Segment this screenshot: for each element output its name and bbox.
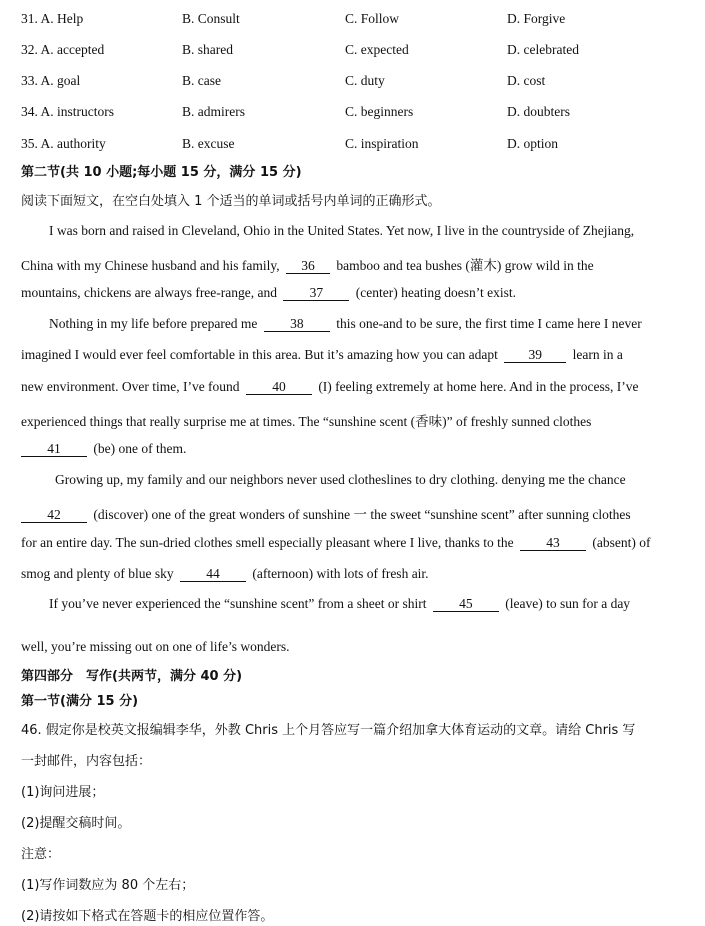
- question-46-prompt-cont: 一封邮件，内容包括：: [21, 754, 152, 769]
- passage-line: well, you’re missing out on one of life’s wonders.: [21, 639, 290, 654]
- part4-subheading: 第一节(满分 15 分): [21, 694, 139, 709]
- passage-line: [21, 379, 638, 395]
- question-32-options: [21, 42, 691, 62]
- blank-42: 42: [21, 508, 87, 523]
- option-c: C. inspiration: [345, 136, 419, 151]
- note-point-2: (2)请按如下格式在答题卡的相应位置作答。: [21, 909, 274, 924]
- passage-line: [21, 535, 650, 551]
- option-a: 35. A. authority: [21, 136, 106, 151]
- passage-text: Nothing in my life before prepared me: [49, 316, 258, 331]
- section2-heading: 第二节(共 10 小题;每小题 15 分，满分 15 分): [21, 165, 302, 180]
- blank-41: 41: [21, 442, 87, 457]
- part4-heading: 第四部分 写作(共两节，满分 40 分): [21, 669, 243, 684]
- option-c: C. duty: [345, 73, 385, 88]
- passage-text: If you’ve never experienced the “sunshine scent” from a sheet or shirt: [49, 596, 427, 611]
- option-d: D. celebrated: [507, 42, 579, 57]
- passage-line: [49, 596, 630, 612]
- passage-line: [21, 347, 623, 363]
- option-c: C. beginners: [345, 104, 414, 119]
- passage-text: (afternoon) with lots of fresh air.: [252, 566, 429, 581]
- passage-line: experienced things that really surprise me at times. The “sunshine scent (香味)” of freshly sunned clothes: [21, 414, 592, 429]
- passage-text: (discover) one of the great wonders of sunshine 一 the sweet “sunshine scent” after sunning clothes: [93, 507, 631, 522]
- passage-text: bamboo and tea bushes (灌木) grow wild in the: [336, 258, 594, 273]
- question-34-options: [21, 104, 691, 124]
- section2-instruction: 阅读下面短文，在空白处填入 1 个适当的单词或括号内单词的正确形式。: [21, 194, 441, 209]
- option-d: D. option: [507, 136, 559, 151]
- blank-44: 44: [180, 567, 246, 582]
- passage-line: [21, 503, 631, 523]
- passage-text: (center) heating doesn’t exist.: [355, 285, 516, 300]
- passage-text: China with my Chinese husband and his family,: [21, 258, 280, 273]
- option-c: C. Follow: [345, 11, 400, 26]
- passage-text: this one-and to be sure, the first time I came here I never: [336, 316, 642, 331]
- passage-line: [21, 254, 594, 274]
- passage-text: imagined I would ever feel comfortable in this area. But it’s amazing how you can adapt: [21, 347, 498, 362]
- blank-36: 36: [286, 259, 330, 274]
- passage-line: [21, 566, 429, 582]
- option-b: B. Consult: [182, 11, 240, 26]
- passage-line: Growing up, my family and our neighbors never used clotheslines to dry clothing. denying me the chance: [55, 472, 626, 487]
- passage-text: learn in a: [572, 347, 623, 362]
- option-a: 31. A. Help: [21, 11, 84, 26]
- passage-text: (be) one of them.: [93, 441, 187, 456]
- blank-38: 38: [264, 317, 330, 332]
- question-31-options: [21, 11, 691, 31]
- passage-line: [49, 316, 642, 332]
- option-d: D. doubters: [507, 104, 570, 119]
- passage-text: (absent) of: [592, 535, 651, 550]
- question-46-prompt: 46. 假定你是校英文报编辑李华，外教 Chris 上个月答应写一篇介绍加拿大体育运动的文章。请给 Chris 写: [21, 723, 636, 738]
- passage-text: smog and plenty of blue sky: [21, 566, 174, 581]
- note-point-1: (1)写作词数应为 80 个左右；: [21, 878, 195, 893]
- option-b: B. shared: [182, 42, 233, 57]
- passage-text: (leave) to sun for a day: [505, 596, 631, 611]
- option-a: 34. A. instructors: [21, 104, 114, 119]
- option-d: D. Forgive: [507, 11, 566, 26]
- blank-43: 43: [520, 536, 586, 551]
- blank-37: 37: [283, 286, 349, 301]
- note-label: 注意：: [21, 847, 61, 862]
- content-point-1: (1)询问进展；: [21, 785, 105, 800]
- blank-45: 45: [433, 597, 499, 612]
- option-a: 33. A. goal: [21, 73, 81, 88]
- passage-line: [21, 285, 516, 301]
- blank-39: 39: [504, 348, 566, 363]
- question-35-options: [21, 136, 691, 156]
- option-b: B. admirers: [182, 104, 245, 119]
- option-b: B. case: [182, 73, 221, 88]
- passage-line: I was born and raised in Cleveland, Ohio in the United States. Yet now, I live in the countryside of Zhejiang,: [49, 223, 635, 238]
- option-c: C. expected: [345, 42, 409, 57]
- passage-text: new environment. Over time, I’ve found: [21, 379, 240, 394]
- passage-text: for an entire day. The sun-dried clothes smell especially pleasant where I live, thanks to the: [21, 535, 514, 550]
- content-point-2: (2)提醒交稿时间。: [21, 816, 131, 831]
- passage-text: mountains, chickens are always free-range, and: [21, 285, 278, 300]
- question-33-options: [21, 73, 691, 93]
- option-b: B. excuse: [182, 136, 235, 151]
- option-d: D. cost: [507, 73, 546, 88]
- blank-40: 40: [246, 380, 312, 395]
- passage-text: (I) feeling extremely at home here. And in the process, I’ve: [318, 379, 639, 394]
- option-a: 32. A. accepted: [21, 42, 105, 57]
- passage-line: [21, 441, 186, 457]
